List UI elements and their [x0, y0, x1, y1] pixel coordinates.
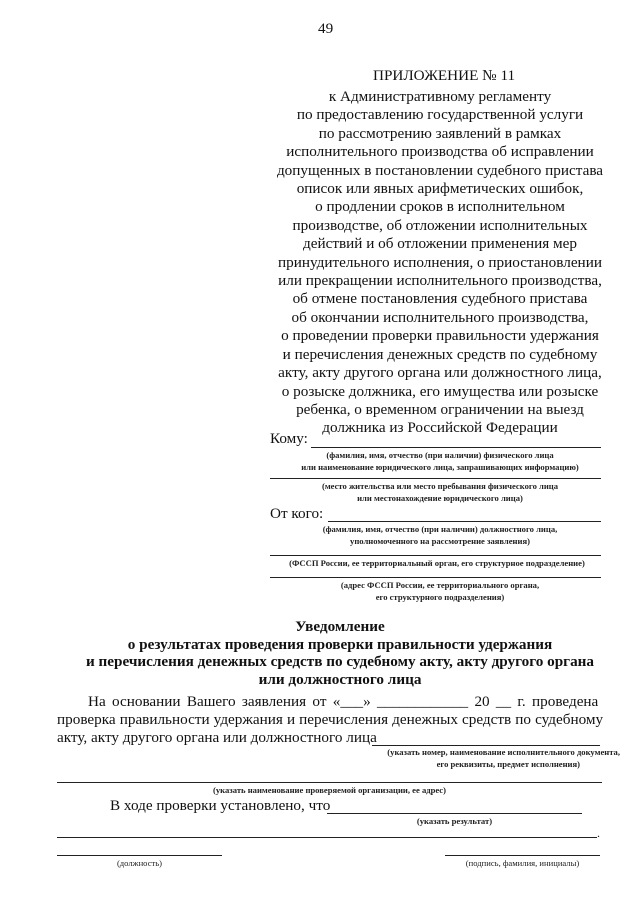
result-field[interactable] [327, 813, 582, 814]
header-line: и перечисления денежных средств по судебному [282, 345, 598, 363]
caption-line: его реквизиты, предмет исполнения) [436, 759, 580, 769]
notice-title: Уведомление [295, 618, 385, 635]
caption-line: (адрес ФССП России, ее территориального органа, [340, 580, 540, 590]
organization-field[interactable] [57, 782, 602, 783]
to-address-field[interactable] [270, 478, 601, 479]
notice-subtitle-line: или должностного лица [258, 671, 422, 688]
from-address-field[interactable] [270, 577, 601, 578]
appendix-title: ПРИЛОЖЕНИЕ № 11 [373, 67, 516, 84]
body-line: На основании Вашего заявления от «___» ____________ 20 __ г. проведена [88, 693, 599, 710]
result-label: В ходе проверки установлено, что [110, 797, 331, 814]
result-continuation-field[interactable] [57, 837, 597, 838]
header-line: допущенных в постановлении судебного пристава [276, 161, 604, 179]
from-name-field[interactable] [328, 521, 601, 522]
notice-subtitle-line: и перечисления денежных средств по судебному акту, акту другого органа [85, 653, 595, 670]
notice-subtitle-line: о результатах проведения проверки правильности удержания [127, 636, 553, 653]
caption-line: (место жительства или место пребывания физического лица [321, 481, 559, 491]
from-name-caption [270, 523, 610, 547]
caption-line: (указать номер, наименование исполнительного документа, [387, 747, 620, 757]
caption-line: (фамилия, имя, отчество (при наличии) должностного лица, [322, 524, 558, 534]
header-line: действий и об отложении применения мер [303, 235, 577, 253]
position-field[interactable] [57, 855, 222, 856]
header-line: описок или явных арифметических ошибок, [296, 180, 584, 198]
header-line: принудительного исполнения, о приостановлении [278, 253, 602, 271]
signature-caption: (подпись, фамилия, инициалы) [465, 858, 580, 868]
page-number: 49 [318, 20, 334, 37]
header-line: акту, акту другого органа или должностного лица, [278, 364, 602, 382]
header-line: должника из Российской Федерации [322, 419, 558, 437]
header-line: о проведении проверки правильности удержания [281, 327, 599, 345]
document-caption [330, 746, 620, 770]
header-line: об окончании исполнительного производства, [291, 308, 589, 326]
body-line: проверка правильности удержания и перечисления денежных средств по судебному [57, 711, 604, 728]
to-address-caption [270, 480, 610, 504]
to-name-field[interactable] [311, 447, 601, 448]
header-line: к Административному регламенту [328, 88, 552, 105]
to-name-caption [270, 449, 610, 473]
caption-line: его структурного подразделения) [375, 592, 505, 602]
signature-field[interactable] [445, 855, 600, 856]
regulation-header [260, 88, 620, 438]
from-label: От кого: [270, 505, 324, 522]
caption-line: (фамилия, имя, отчество (при наличии) физического лица [326, 450, 554, 460]
header-line: по рассмотрению заявлений в рамках [318, 124, 562, 142]
from-organ-field[interactable] [270, 555, 601, 556]
header-line: об отмене постановления судебного пристава [292, 290, 588, 308]
caption-line: уполномоченного на рассмотрение заявления) [350, 536, 530, 546]
from-organ-caption: (ФССП России, ее территориальный орган, его структурное подразделение) [289, 558, 585, 568]
position-caption: (должность) [116, 858, 163, 868]
caption-line: или местонахождение юридического лица) [357, 493, 523, 503]
header-line: или прекращении исполнительного производства, [278, 272, 602, 290]
body-line: акту, акту другого органа или должностного лица [57, 729, 377, 746]
to-label: Кому: [270, 430, 308, 447]
header-line: ребенка, о временном ограничении на выезд [296, 400, 584, 418]
caption-line: или наименование юридического лица, запрашивающих информацию) [301, 462, 579, 472]
organization-caption: (указать наименование проверяемой организации, ее адрес) [213, 785, 446, 795]
result-caption: (указать результат) [416, 816, 493, 826]
header-line: исполнительного производства об исправлении [286, 143, 594, 161]
period-mark: . [597, 826, 600, 840]
header-line: о розыске должника, его имущества или розыске [281, 382, 599, 400]
header-line: по предоставлению государственной услуги [296, 106, 584, 124]
header-line: о продлении сроков в исполнительном [315, 198, 565, 216]
from-address-caption [270, 579, 610, 603]
header-line: производстве, об отложении исполнительных [292, 216, 588, 234]
